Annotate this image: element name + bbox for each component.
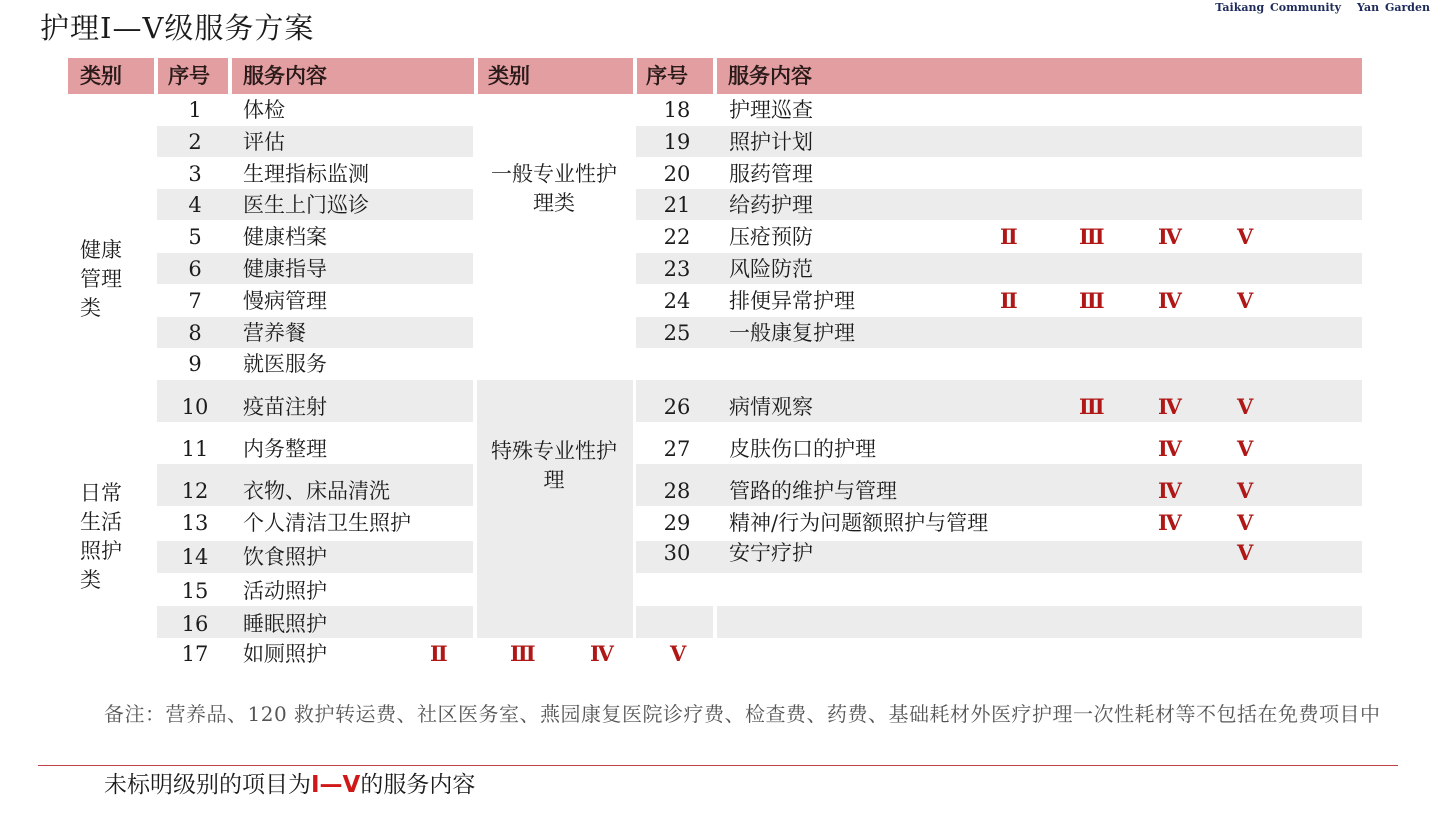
item-number: 13 — [181, 511, 209, 535]
item-number: 21 — [663, 193, 691, 217]
item-name: 皮肤伤口的护理 — [729, 437, 876, 461]
level-mark: Ⅳ — [1158, 510, 1182, 535]
item-number: 16 — [181, 612, 209, 636]
header-divider — [713, 58, 717, 94]
level-mark: Ⅳ — [1158, 288, 1182, 313]
item-number: 14 — [181, 545, 209, 569]
item-name: 照护计划 — [729, 130, 813, 154]
item-name: 精神/行为问题额照护与管理 — [729, 511, 989, 535]
footer-highlight: Ⅰ—Ⅴ — [311, 772, 361, 798]
footnote: 备注：营养品、120 救护转运费、社区医务室、燕园康复医院诊疗费、检查费、药费、基础耗材外医疗护理一次性耗材等不包括在免费项目中 — [104, 702, 1381, 726]
header-number-left: 序号 — [168, 63, 210, 88]
item-name: 生理指标监测 — [243, 162, 369, 186]
item-name: 评估 — [243, 130, 285, 154]
item-number: 1 — [188, 98, 202, 122]
level-mark: Ⅲ — [1079, 224, 1105, 249]
item-name: 个人清洁卫生照护 — [243, 511, 411, 535]
special-category-block — [477, 380, 633, 638]
category-general: 一般专业性护理类 — [491, 162, 617, 215]
header-divider — [154, 58, 158, 94]
header-number-right: 序号 — [646, 63, 688, 88]
level-mark: Ⅳ — [590, 641, 614, 666]
item-name: 衣物、床品清洗 — [243, 479, 390, 503]
level-mark: Ⅲ — [1079, 394, 1105, 419]
item-name: 就医服务 — [243, 352, 327, 376]
item-name: 活动照护 — [243, 579, 327, 603]
header-category-left: 类别 — [80, 63, 122, 88]
item-name: 健康档案 — [243, 225, 327, 249]
item-name: 安宁疗护 — [729, 541, 813, 565]
level-mark: Ⅲ — [510, 641, 536, 666]
item-number: 8 — [188, 321, 202, 345]
item-number: 5 — [188, 225, 202, 249]
item-number: 25 — [663, 321, 691, 345]
level-mark: Ⅱ — [1000, 224, 1018, 249]
item-name: 风险防范 — [729, 257, 813, 281]
item-name: 营养餐 — [243, 321, 306, 345]
item-name: 如厕照护 — [243, 642, 327, 666]
item-name: 饮食照护 — [243, 545, 327, 569]
level-mark: Ⅴ — [1237, 436, 1254, 461]
item-name: 压疮预防 — [729, 225, 813, 249]
footer-prefix: 未标明级别的项目为 — [104, 772, 311, 798]
item-number: 26 — [663, 395, 691, 419]
item-number: 29 — [663, 511, 691, 535]
item-name: 一般康复护理 — [729, 321, 855, 345]
brand-line-2: Yan Garden — [1357, 1, 1430, 14]
item-number: 11 — [181, 437, 209, 461]
empty-row-divider — [713, 573, 717, 639]
header-service-left: 服务内容 — [243, 63, 327, 88]
item-name: 护理巡查 — [729, 98, 813, 122]
item-name: 健康指导 — [243, 257, 327, 281]
item-number: 18 — [663, 98, 691, 122]
header-divider — [474, 58, 478, 94]
item-name: 内务整理 — [243, 437, 327, 461]
item-name: 服药管理 — [729, 162, 813, 186]
item-number: 7 — [188, 289, 202, 313]
level-mark: Ⅳ — [1158, 436, 1182, 461]
item-number: 23 — [663, 257, 691, 281]
category-daily: 日常生活照护类 — [80, 481, 122, 592]
item-number: 17 — [181, 642, 209, 666]
footer-suffix: 的服务内容 — [360, 772, 476, 798]
level-mark: Ⅱ — [430, 641, 448, 666]
level-mark: Ⅴ — [1237, 510, 1254, 535]
item-name: 疫苗注射 — [243, 395, 327, 419]
item-number: 10 — [181, 395, 209, 419]
header-category-right: 类别 — [488, 63, 530, 88]
level-mark: Ⅳ — [1158, 394, 1182, 419]
item-number: 2 — [188, 130, 202, 154]
item-name: 体检 — [243, 98, 285, 122]
header-divider — [228, 58, 232, 94]
item-number: 19 — [663, 130, 691, 154]
item-number: 20 — [663, 162, 691, 186]
item-name: 医生上门巡诊 — [243, 193, 369, 217]
item-number: 3 — [188, 162, 202, 186]
page-title: 护理Ⅰ—Ⅴ级服务方案 — [40, 11, 315, 45]
item-number: 12 — [181, 479, 209, 503]
footer-text — [104, 770, 475, 800]
item-number: 30 — [663, 541, 691, 565]
item-name: 给药护理 — [729, 193, 813, 217]
header-service-right: 服务内容 — [728, 63, 812, 88]
level-mark: Ⅴ — [1237, 224, 1254, 249]
item-number: 24 — [663, 289, 691, 313]
item-number: 28 — [663, 479, 691, 503]
level-mark: Ⅴ — [670, 641, 687, 666]
item-number: 9 — [188, 352, 202, 376]
level-mark: Ⅳ — [1158, 224, 1182, 249]
level-mark: Ⅳ — [1158, 478, 1182, 503]
item-number: 15 — [181, 579, 209, 603]
item-number: 27 — [663, 437, 691, 461]
category-special: 特殊专业性护理 — [491, 439, 617, 492]
level-mark: Ⅴ — [1237, 540, 1254, 565]
header-divider — [633, 58, 637, 94]
item-number: 4 — [188, 193, 202, 217]
level-mark: Ⅲ — [1079, 288, 1105, 313]
level-mark: Ⅴ — [1237, 288, 1254, 313]
row-band — [636, 606, 1362, 638]
item-number: 6 — [188, 257, 202, 281]
item-number: 22 — [663, 225, 691, 249]
level-mark: Ⅴ — [1237, 394, 1254, 419]
item-name: 病情观察 — [729, 395, 813, 419]
divider-line — [38, 765, 1398, 766]
item-name: 慢病管理 — [243, 289, 327, 313]
item-name: 管路的维护与管理 — [729, 479, 897, 503]
brand-logo — [1215, 1, 1430, 14]
item-name: 睡眠照护 — [243, 612, 327, 636]
category-health: 健康管理类 — [80, 238, 122, 320]
item-name: 排便异常护理 — [729, 289, 855, 313]
level-mark: Ⅴ — [1237, 478, 1254, 503]
brand-line-1: Taikang Community — [1215, 1, 1342, 14]
level-mark: Ⅱ — [1000, 288, 1018, 313]
